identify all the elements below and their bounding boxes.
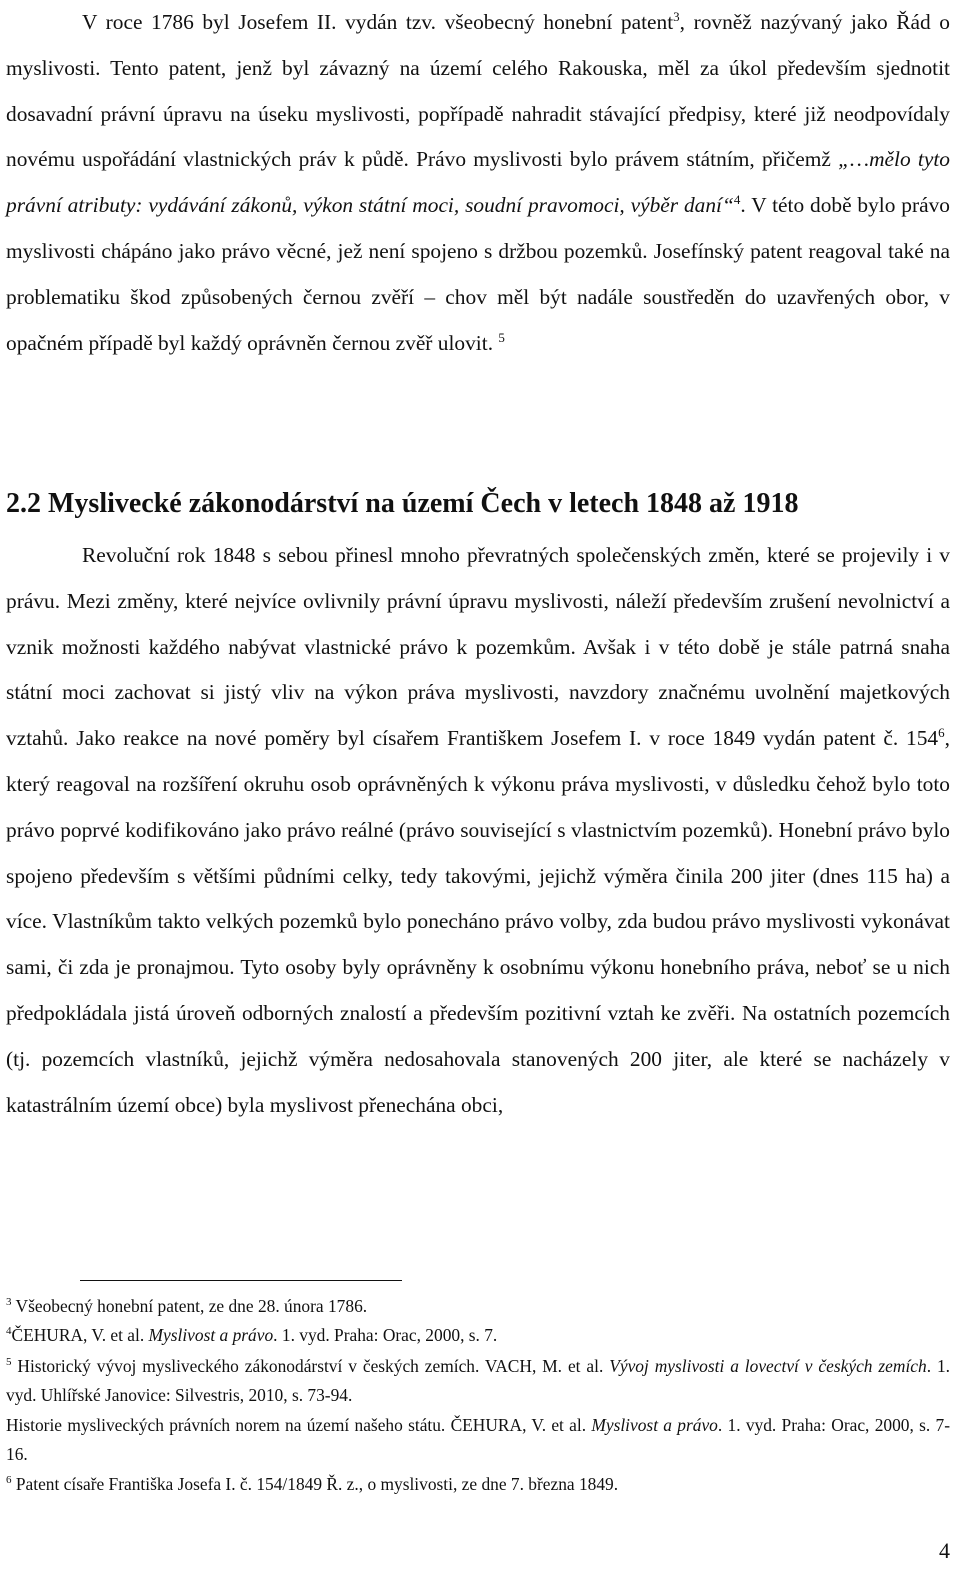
footnote-4-details: . 1. vyd. Praha: Orac, 2000, s. 7. bbox=[273, 1325, 498, 1345]
paragraph-1-text-a: V roce 1786 byl Josefem II. vydán tzv. všeobecný honební patent bbox=[82, 10, 674, 34]
paragraph-1-quote: „…mělo tyto právní atributy: vydávání zákonů, výkon státní moci, soudní pravomoci, výběr daní“ bbox=[6, 147, 950, 218]
footnote-4-text: ČEHURA, V. et al. bbox=[11, 1325, 149, 1345]
footnote-6-text: Patent císaře Františka Josefa I. č. 154/1849 Ř. z., o myslivosti, ze dne 7. března 1849. bbox=[11, 1474, 619, 1494]
footnote-6 bbox=[6, 1470, 950, 1499]
footnote-4-number: 4 bbox=[6, 1325, 12, 1338]
paragraph-1-text-b: , rovněž nazývaný jako Řád o myslivosti. Tento patent, jenž byl závazný na území celého Rakouska, měl za úkol především sjednotit dosavadní právní úpravu na úseku myslivosti, popřípadě nahradit stávající předpisy, které již neodpovídaly novému uspořádání vlastnických práv k půdě. Právo myslivosti bylo právem státním, přičemž bbox=[6, 10, 950, 172]
footnote-6-number: 6 bbox=[6, 1474, 12, 1487]
footnote-5-text: Historický vývoj mysliveckého zákonodárství v českých zemích. VACH, M. et al. bbox=[11, 1356, 610, 1376]
footnote-5b-title: Myslivost a právo bbox=[591, 1415, 718, 1435]
footnote-5b-text: Historie mysliveckých právních norem na území našeho státu. ČEHURA, V. et al. bbox=[6, 1415, 592, 1435]
footnote-ref-5[interactable]: 5 bbox=[498, 329, 505, 345]
footnote-5-continued bbox=[6, 1411, 950, 1469]
section-heading: 2.2 Myslivecké zákonodárství na území Čech v letech 1848 až 1918 bbox=[6, 488, 799, 519]
footnote-ref-3[interactable]: 3 bbox=[673, 8, 680, 24]
footnote-5 bbox=[6, 1352, 950, 1410]
page-number: 4 bbox=[939, 1538, 950, 1563]
paragraph-2-text-a: Revoluční rok 1848 s sebou přinesl mnoho převratných společenských změn, které se projevily i v právu. Mezi změny, které nejvíce ovlivnily právní úpravu myslivosti, náleží především zrušení nevolnictví a vznik možnosti každého nabývat vlastnické právo k pozemkům. Avšak i v této době je stále patrná snaha státní moci zachovat si jistý vliv na výkon práva myslivosti, navzdory značnému uvolnění majetkových vztahů. Jako reakce na nové poměry byl císařem Františkem Josefem I. v roce 1849 vydán patent č. 154 bbox=[6, 543, 950, 751]
footnote-5-number: 5 bbox=[6, 1356, 12, 1369]
paragraph-2 bbox=[6, 533, 950, 1128]
footnote-3 bbox=[6, 1292, 950, 1321]
paragraph-1-text-c: . V této době bylo právo myslivosti chápáno jako právo věcné, jež není spojeno s držbou pozemků. Josefínský patent reagoval také na problematiku škod způsobených černou zvěří – chov měl být nadále soustředěn do uzavřených obor, v opačném případě byl každý oprávněn černou zvěř ulovit. bbox=[6, 193, 950, 355]
footnote-5-title: Vývoj myslivosti a lovectví v českých zemích bbox=[609, 1356, 927, 1376]
footnote-separator bbox=[80, 1280, 402, 1281]
paragraph-1 bbox=[6, 0, 950, 366]
paragraph-2-text-b: , který reagoval na rozšíření okruhu osob oprávněných k výkonu práva myslivosti, v důsledku čehož bylo toto právo poprvé kodifikováno jako právo reálné (právo související s vlastnictvím pozemků). Honební právo bylo spojeno především s většími půdními celky, tedy takovými, jejichž výměra činila 200 jiter (dnes 115 ha) a více. Vlastníkům takto velkých pozemků bylo ponecháno právo volby, zda budou právo myslivosti vykonávat sami, či zda je pronajmou. Tyto osoby byly oprávněny k osobnímu výkonu honebního práva, neboť se u nich předpokládala jistá úroveň odborných znalostí a především pozitivní vztah ke zvěři. Na ostatních pozemcích (tj. pozemcích vlastníků, jejichž výměra nedosahovala stanovených 200 jiter, ale které se nacházely v katastrálním území obce) byla myslivost přenechána obci, bbox=[6, 726, 950, 1117]
footnote-5-details: . 1. vyd. Uhlířské Janovice: Silvestris, 2010, s. 73-94. bbox=[6, 1356, 950, 1405]
footnote-4 bbox=[6, 1321, 950, 1350]
footnote-ref-4[interactable]: 4 bbox=[733, 192, 741, 208]
footnote-4-title: Myslivost a právo bbox=[148, 1325, 274, 1345]
footnote-5b-details: . 1. vyd. Praha: Orac, 2000, s. 7-16. bbox=[6, 1415, 950, 1464]
footnote-ref-6[interactable]: 6 bbox=[938, 725, 945, 741]
footnote-3-text: Všeobecný honební patent, ze dne 28. února 1786. bbox=[11, 1296, 368, 1316]
footnote-3-number: 3 bbox=[6, 1296, 12, 1309]
